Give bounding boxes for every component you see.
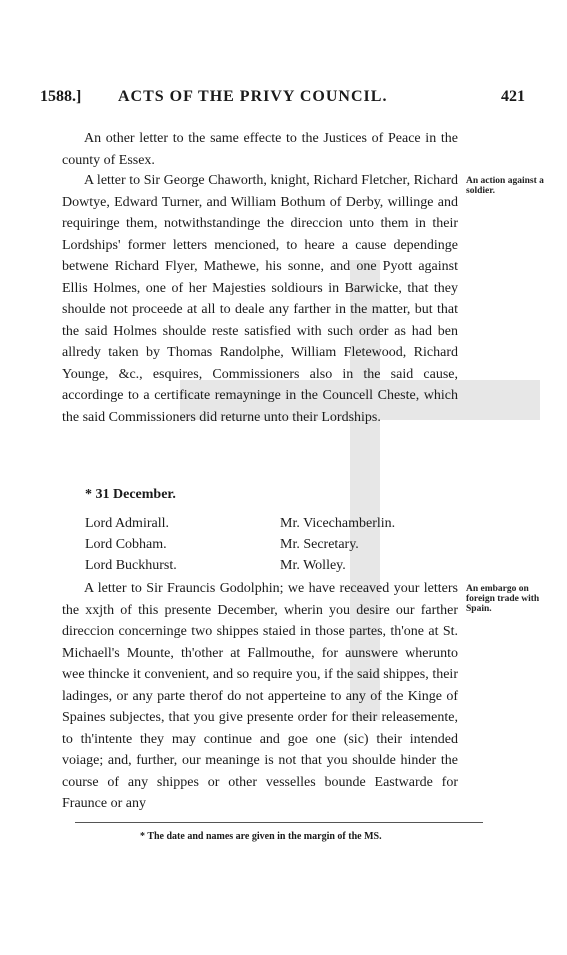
margin-note-action: An action against a soldier. xyxy=(466,176,544,196)
header-year: 1588.] xyxy=(40,88,82,105)
attendee: Lord Buckhurst. xyxy=(85,558,177,573)
footnote: * The date and names are given in the margin of the MS. xyxy=(140,831,382,842)
page-number: 421 xyxy=(501,88,525,105)
margin-note-embargo: An embargo on foreign trade with Spain. xyxy=(466,584,540,614)
header-title: ACTS OF THE PRIVY COUNCIL. xyxy=(118,88,388,105)
paragraph-2: A letter to Sir George Chaworth, knight, Richard Fletcher, Richard Dowtye, Edward Turner, and William Bothum of Derby, willinge and requiringe them, notwithstandinge the direccion unto them in their Lordships' former letters mencioned, to heare a cause dependinge betwene Richard Flyer, Mathewe, his sonne, and one Pyott against Ellis Holmes, one of her Majesties soldiours in Barwicke, that they shoulde not proceede at all to deale any farther in the matter, but that the said Holmes shoulde reste satisfied with such order as had ben allredy taken by Thomas Randolphe, William Fletewood, Richard Younge, &c., esquires, Commissioners also in the said cause, accordinge to a certificate remayninge in the Councell Cheste, which the said Commissioners did returne unto their Lordships. xyxy=(62,173,458,425)
attendee: Lord Cobham. xyxy=(85,537,167,552)
footnote-divider xyxy=(75,822,483,823)
attendee: Mr. Secretary. xyxy=(280,537,359,552)
date-heading: * 31 December. xyxy=(85,487,176,502)
attendee: Lord Admirall. xyxy=(85,516,169,531)
running-header xyxy=(40,88,525,108)
attendee: Mr. Wolley. xyxy=(280,558,346,573)
attendees-right xyxy=(280,513,395,576)
attendees-left xyxy=(85,513,177,576)
paragraph-3: A letter to Sir Frauncis Godolphin; we have receaved your letters the xxjth of this presente December, wherin you desire our farther direccion concerninge two shippes staied in those partes, th'one at St. Michaell's Mounte, th'other at Fallmouthe, for aunswere wherunto wee thincke it convenient, and so require you, if the said shippes, their ladinges, or any parte therof do not apperteine to any of the Kinge of Spaines subjectes, that you give presente order for their releasemente, to th'intente they may continue and goe one (sic) their intended voiage; and, further, our meaninge is not that you shoulde hinder the course of any shippes or other vesselles bounde Eastwarde for Fraunce or any xyxy=(62,581,458,811)
paragraph-1: An other letter to the same effecte to the Justices of Peace in the county of Essex. xyxy=(62,131,458,168)
attendee: Mr. Vicechamberlin. xyxy=(280,516,396,531)
